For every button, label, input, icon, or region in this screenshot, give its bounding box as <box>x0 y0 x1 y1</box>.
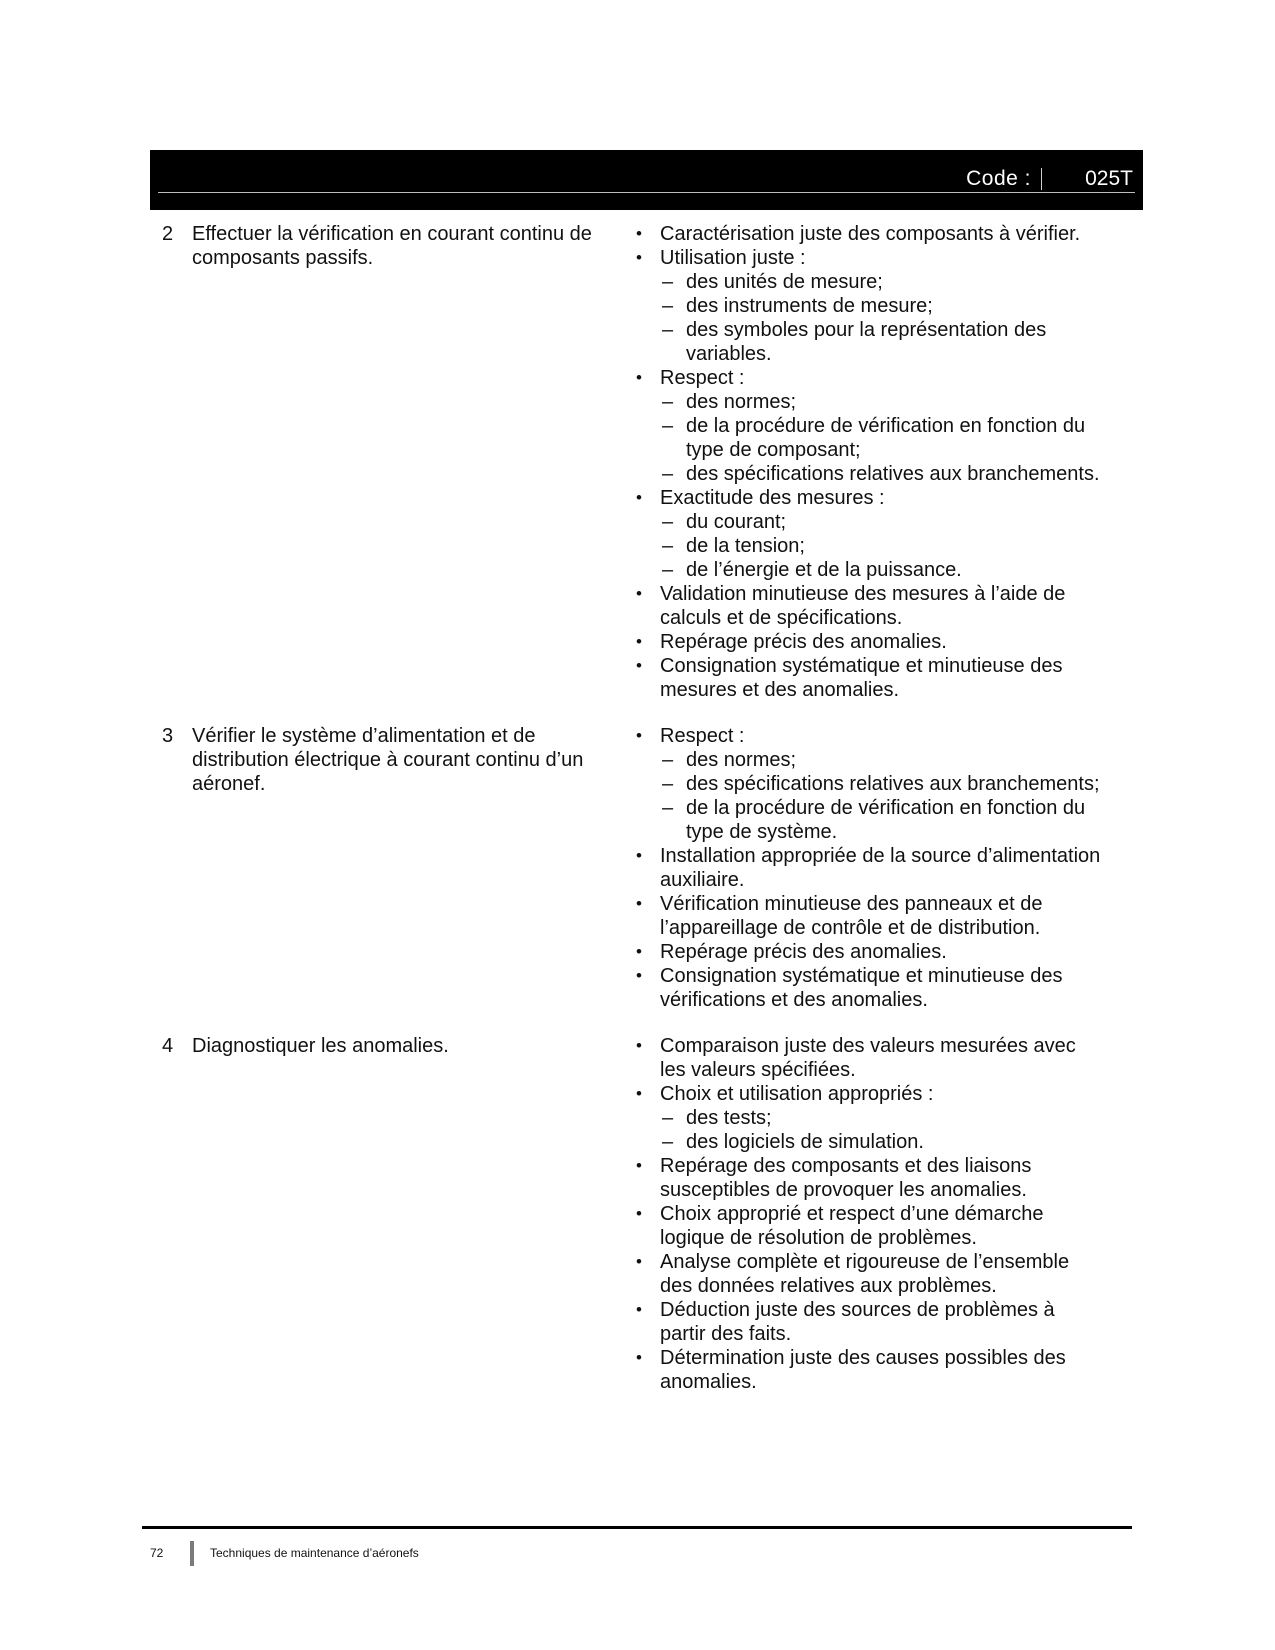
criteria-item <box>632 940 1102 964</box>
criteria-item-text: Exactitude des mesures : <box>660 487 885 509</box>
criteria-subitem <box>632 558 1102 582</box>
criteria-subitem <box>632 1106 1102 1130</box>
criteria-item-text: Détermination juste des causes possibles des anomalies. <box>660 1347 1066 1393</box>
bullet-icon: • <box>636 1084 642 1103</box>
criteria-subitem-text: des instruments de mesure; <box>686 295 933 317</box>
criteria-item <box>632 1034 1102 1082</box>
criteria-cell <box>632 724 1102 1012</box>
criteria-table <box>150 222 1130 1416</box>
criteria-subitem-text: des normes; <box>686 391 797 413</box>
bullet-icon: • <box>636 656 642 675</box>
header-rule <box>158 192 1135 193</box>
dash-icon: – <box>662 1131 674 1153</box>
criteria-item-text: Choix approprié et respect d’une démarche logique de résolution de problèmes. <box>660 1203 1044 1249</box>
criteria-subitem-text: de la procédure de vérification en fonction du type de système. <box>686 797 1086 843</box>
bullet-icon: • <box>636 966 642 985</box>
dash-icon: – <box>662 295 674 317</box>
criteria-subitem <box>632 748 1102 772</box>
criteria-subitem <box>632 462 1102 486</box>
dash-icon: – <box>662 319 674 341</box>
dash-icon: – <box>662 415 674 437</box>
dash-icon: – <box>662 773 674 795</box>
bullet-icon: • <box>636 1300 642 1319</box>
criteria-subitem-text: du courant; <box>686 511 787 533</box>
criteria-subitem <box>632 318 1102 366</box>
criteria-item-text: Comparaison juste des valeurs mesurées avec les valeurs spécifiées. <box>660 1035 1076 1081</box>
dash-icon: – <box>662 511 674 533</box>
page-number: 72 <box>150 1546 164 1560</box>
element-text: Diagnostiquer les anomalies. <box>192 1035 449 1057</box>
code-separator <box>1041 168 1042 190</box>
criteria-subitem-text: des spécifications relatives aux branchements. <box>686 463 1100 485</box>
criteria-item-text: Consignation systématique et minutieuse des mesures et des anomalies. <box>660 655 1063 701</box>
criteria-subitem-text: des tests; <box>686 1107 772 1129</box>
criteria-subitem-text: de l’énergie et de la puissance. <box>686 559 962 581</box>
criteria-subitem-text: des spécifications relatives aux branchements; <box>686 773 1100 795</box>
element-number: 3 <box>162 725 174 747</box>
criteria-row <box>150 1034 1130 1394</box>
criteria-subitem <box>632 1130 1102 1154</box>
bullet-icon: • <box>636 894 642 913</box>
dash-icon: – <box>662 559 674 581</box>
element-cell <box>150 1034 620 1394</box>
bullet-icon: • <box>636 488 642 507</box>
criteria-item-text: Installation appropriée de la source d’alimentation auxiliaire. <box>660 845 1101 891</box>
criteria-subitem <box>632 294 1102 318</box>
criteria-item <box>632 844 1102 892</box>
bullet-icon: • <box>636 584 642 603</box>
criteria-subitem-text: des normes; <box>686 749 797 771</box>
criteria-item-text: Validation minutieuse des mesures à l’aide de calculs et de spécifications. <box>660 583 1066 629</box>
dash-icon: – <box>662 463 674 485</box>
criteria-item <box>632 964 1102 1012</box>
bullet-icon: • <box>636 224 642 243</box>
criteria-row <box>150 724 1130 1012</box>
criteria-item-text: Respect : <box>660 367 745 389</box>
criteria-subitem <box>632 390 1102 414</box>
bullet-icon: • <box>636 846 642 865</box>
bullet-icon: • <box>636 1036 642 1055</box>
criteria-item <box>632 892 1102 940</box>
criteria-subitem-text: des symboles pour la représentation des variables. <box>686 319 1047 365</box>
element-text: Vérifier le système d’alimentation et de distribution électrique à courant continu d’un aéronef. <box>192 725 584 795</box>
criteria-subitem-text: des unités de mesure; <box>686 271 883 293</box>
element-number: 2 <box>162 223 174 245</box>
criteria-item <box>632 630 1102 654</box>
criteria-item <box>632 366 1102 390</box>
criteria-subitem <box>632 772 1102 796</box>
criteria-item-text: Repérage des composants et des liaisons susceptibles de provoquer les anomalies. <box>660 1155 1032 1201</box>
criteria-item-text: Vérification minutieuse des panneaux et de l’appareillage de contrôle et de distribution. <box>660 893 1043 939</box>
bullet-icon: • <box>636 368 642 387</box>
criteria-item-text: Repérage précis des anomalies. <box>660 941 947 963</box>
criteria-item-text: Analyse complète et rigoureuse de l’ensemble des données relatives aux problèmes. <box>660 1251 1070 1297</box>
bullet-icon: • <box>636 1156 642 1175</box>
criteria-cell <box>632 1034 1102 1394</box>
bullet-icon: • <box>636 1348 642 1367</box>
footer-rule <box>142 1526 1132 1529</box>
criteria-item <box>632 1202 1102 1250</box>
code-label: Code : <box>966 167 1031 190</box>
header-bar <box>150 150 1143 210</box>
criteria-item <box>632 1346 1102 1394</box>
bullet-icon: • <box>636 248 642 267</box>
bullet-icon: • <box>636 1252 642 1271</box>
criteria-subitem <box>632 510 1102 534</box>
criteria-item <box>632 1154 1102 1202</box>
dash-icon: – <box>662 535 674 557</box>
criteria-subitem-text: des logiciels de simulation. <box>686 1131 924 1153</box>
dash-icon: – <box>662 749 674 771</box>
bullet-icon: • <box>636 726 642 745</box>
dash-icon: – <box>662 797 674 819</box>
criteria-item <box>632 246 1102 270</box>
criteria-item-text: Déduction juste des sources de problèmes à partir des faits. <box>660 1299 1055 1345</box>
criteria-subitem <box>632 414 1102 462</box>
criteria-subitem <box>632 270 1102 294</box>
criteria-item-text: Caractérisation juste des composants à vérifier. <box>660 223 1081 245</box>
dash-icon: – <box>662 271 674 293</box>
criteria-item <box>632 654 1102 702</box>
dash-icon: – <box>662 1107 674 1129</box>
criteria-item <box>632 1250 1102 1298</box>
bullet-icon: • <box>636 942 642 961</box>
criteria-subitem <box>632 796 1102 844</box>
criteria-row <box>150 222 1130 702</box>
element-cell <box>150 724 620 1012</box>
criteria-subitem-text: de la tension; <box>686 535 805 557</box>
criteria-item <box>632 1082 1102 1106</box>
element-number: 4 <box>162 1035 174 1057</box>
criteria-subitem <box>632 534 1102 558</box>
criteria-item-text: Consignation systématique et minutieuse des vérifications et des anomalies. <box>660 965 1063 1011</box>
bullet-icon: • <box>636 632 642 651</box>
criteria-item <box>632 222 1102 246</box>
dash-icon: – <box>662 391 674 413</box>
footer-title: Techniques de maintenance d’aéronefs <box>210 1546 419 1560</box>
criteria-item-text: Utilisation juste : <box>660 247 806 269</box>
code-value: 025T <box>1085 167 1133 190</box>
criteria-item-text: Repérage précis des anomalies. <box>660 631 947 653</box>
criteria-item-text: Choix et utilisation appropriés : <box>660 1083 934 1105</box>
criteria-item-text: Respect : <box>660 725 745 747</box>
element-cell <box>150 222 620 702</box>
criteria-item <box>632 582 1102 630</box>
criteria-item <box>632 724 1102 748</box>
criteria-cell <box>632 222 1102 702</box>
criteria-item <box>632 1298 1102 1346</box>
element-text: Effectuer la vérification en courant continu de composants passifs. <box>192 223 592 269</box>
criteria-subitem-text: de la procédure de vérification en fonction du type de composant; <box>686 415 1086 461</box>
bullet-icon: • <box>636 1204 642 1223</box>
criteria-item <box>632 486 1102 510</box>
footer-separator <box>190 1541 194 1566</box>
